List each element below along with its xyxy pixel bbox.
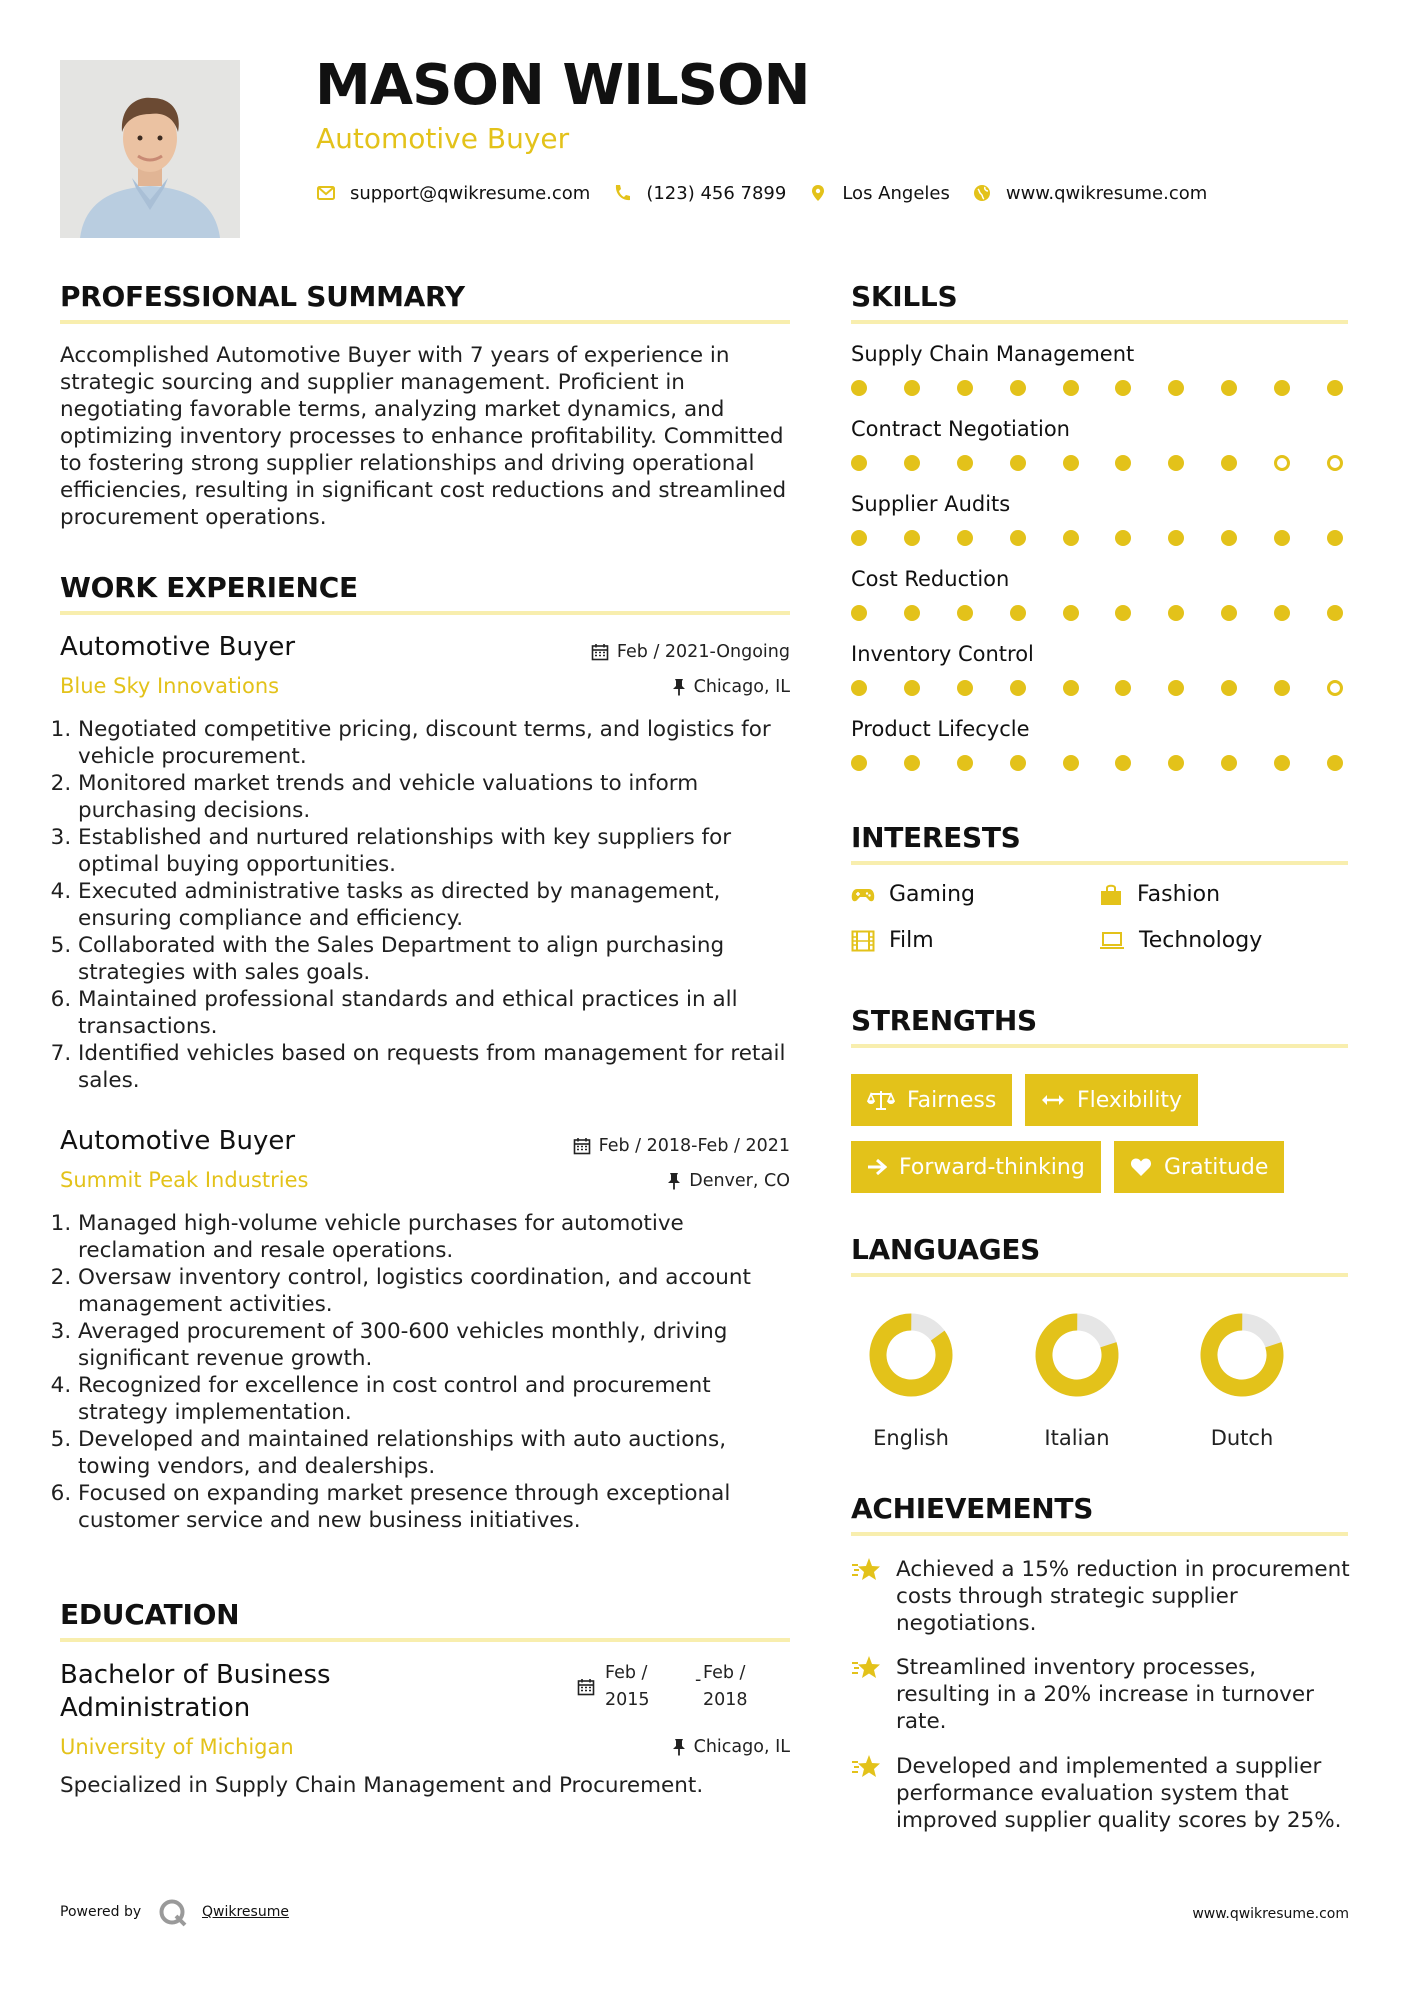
summary-title: PROFESSIONAL SUMMARY	[60, 280, 465, 313]
edu-location-text: Chicago, IL	[693, 1737, 790, 1757]
rating-dot-filled	[1274, 680, 1290, 696]
rating-dot-filled	[1221, 455, 1237, 471]
edu-description: Specialized in Supply Chain Management and Procurement.	[60, 1773, 704, 1798]
strength-tag	[1025, 1074, 1198, 1126]
rating-dot-filled	[851, 755, 867, 771]
rating-dot-filled	[957, 605, 973, 621]
candidate-name: MASON WILSON	[315, 53, 810, 118]
edu-location	[500, 1737, 790, 1757]
interests-title: INTERESTS	[851, 821, 1021, 854]
strength-tag	[1114, 1141, 1284, 1193]
education-divider	[60, 1638, 790, 1642]
edu-end-date	[703, 1660, 748, 1714]
interest-label: Gaming	[889, 882, 975, 907]
rating-dot-filled	[904, 755, 920, 771]
job-2-title: Automotive Buyer	[60, 1126, 296, 1156]
candidate-role: Automotive Buyer	[316, 122, 570, 155]
star-icon	[851, 1753, 883, 1781]
pushpin-icon	[667, 1172, 681, 1190]
skill-name: Product Lifecycle	[851, 717, 1030, 741]
skill-rating	[851, 530, 1343, 546]
contact-phone[interactable]	[612, 183, 786, 204]
email-text: support@qwikresume.com	[350, 182, 591, 204]
list-item: 5. Developed and maintained relationships with auto auctions, towing vendors, and dealerships.	[78, 1426, 798, 1480]
envelope-icon	[316, 183, 336, 203]
website-text: www.qwikresume.com	[1005, 182, 1208, 204]
rating-dot-filled	[1221, 755, 1237, 771]
rating-dot-filled	[1010, 530, 1026, 546]
profile-photo	[60, 60, 240, 238]
laptop-icon	[1099, 931, 1125, 951]
job-1-bullets	[60, 716, 798, 1094]
language-name: English	[873, 1426, 949, 1450]
rating-dot-filled	[1115, 530, 1131, 546]
summary-divider	[60, 320, 790, 324]
job-2-date-text: Feb / 2018-Feb / 2021	[598, 1136, 790, 1156]
job-2-location-text: Denver, CO	[689, 1171, 790, 1191]
job-2-bullets	[60, 1210, 798, 1534]
contact-website[interactable]	[972, 183, 1207, 204]
list-item: 2. Oversaw inventory control, logistics coordination, and account management activities.	[78, 1264, 798, 1318]
rating-dot-filled	[851, 680, 867, 696]
rating-dot-filled	[1274, 755, 1290, 771]
edu-end-line-1: Feb /	[703, 1663, 746, 1683]
rating-dot-filled	[1168, 530, 1184, 546]
rating-dot-filled	[1063, 530, 1079, 546]
job-1-date-text: Feb / 2021-Ongoing	[616, 642, 790, 662]
degree	[60, 1659, 460, 1725]
skills-divider	[851, 320, 1348, 324]
rating-dot-filled	[1221, 380, 1237, 396]
rating-dot-filled	[1010, 455, 1026, 471]
rating-dot-filled	[1115, 605, 1131, 621]
job-1-date	[500, 642, 790, 662]
rating-dot-filled	[1115, 680, 1131, 696]
rating-dot-filled	[1115, 380, 1131, 396]
qwikresume-link[interactable]: Qwikresume	[202, 1904, 289, 1920]
strength-tag	[851, 1074, 1012, 1126]
edu-end-line-2: 2018	[703, 1690, 748, 1710]
bag-icon	[1099, 884, 1123, 906]
rating-dot-filled	[1010, 380, 1026, 396]
skill-rating	[851, 380, 1343, 396]
degree-line-1: Bachelor of Business	[60, 1660, 331, 1690]
skills-title: SKILLS	[851, 280, 958, 313]
heart-icon	[1130, 1157, 1152, 1177]
rating-dot-empty	[1274, 455, 1290, 471]
phone-text: (123) 456 7899	[646, 182, 787, 204]
rating-dot-filled	[851, 530, 867, 546]
skill-row	[851, 342, 1348, 417]
contact-location	[808, 183, 950, 204]
rating-dot-filled	[1274, 380, 1290, 396]
edu-start-date	[605, 1660, 650, 1714]
job-1-location-text: Chicago, IL	[693, 677, 790, 697]
skill-rating	[851, 680, 1343, 696]
achievement-item: Developed and implemented a supplier performance evaluation system that improved supplier quality scores by 25%.	[896, 1754, 1342, 1833]
rating-dot-filled	[851, 605, 867, 621]
map-pin-icon	[808, 183, 828, 203]
rating-dot-filled	[1221, 605, 1237, 621]
achievement-item: Achieved a 15% reduction in procurement costs through strategic supplier negotiations.	[896, 1557, 1350, 1636]
rating-dot-filled	[904, 380, 920, 396]
skill-row	[851, 717, 1348, 792]
list-item: 1. Managed high-volume vehicle purchases for automotive reclamation and resale operations.	[78, 1210, 798, 1264]
skill-name: Inventory Control	[851, 642, 1034, 666]
job-2-location	[500, 1171, 790, 1191]
rating-dot-filled	[957, 755, 973, 771]
skill-name: Supply Chain Management	[851, 342, 1135, 366]
phone-icon	[612, 183, 632, 203]
rating-dot-filled	[851, 380, 867, 396]
rating-dot-filled	[1274, 605, 1290, 621]
interest-gaming	[851, 882, 975, 907]
edu-date-separator: -	[695, 1670, 702, 1690]
list-item: 6. Focused on expanding market presence through exceptional customer service and new business initiatives.	[78, 1480, 798, 1534]
list-item: 1. Negotiated competitive pricing, discount terms, and logistics for vehicle procurement.	[78, 716, 798, 770]
list-item: 4. Executed administrative tasks as directed by management, ensuring compliance and efficiency.	[78, 878, 798, 932]
skill-name: Supplier Audits	[851, 492, 1011, 516]
languages-title: LANGUAGES	[851, 1233, 1041, 1266]
rating-dot-filled	[957, 380, 973, 396]
pushpin-icon	[672, 678, 686, 696]
rating-dot-filled	[1168, 755, 1184, 771]
list-item: 5. Collaborated with the Sales Department to align purchasing strategies with sales goals.	[78, 932, 798, 986]
achievements-title: ACHIEVEMENTS	[851, 1492, 1094, 1525]
strengths-title: STRENGTHS	[851, 1004, 1037, 1037]
list-item: 2. Monitored market trends and vehicle valuations to inform purchasing decisions.	[78, 770, 798, 824]
strength-label: Flexibility	[1077, 1087, 1182, 1113]
skill-name: Cost Reduction	[851, 567, 1010, 591]
ring-fill	[865, 1309, 957, 1401]
rating-dot-filled	[1115, 755, 1131, 771]
job-2-date	[500, 1136, 790, 1156]
education-title: EDUCATION	[60, 1598, 240, 1631]
list-item: 3. Established and nurtured relationships with key suppliers for optimal buying opportunities.	[78, 824, 798, 878]
interest-fashion	[1099, 882, 1220, 907]
calendar-icon	[591, 643, 609, 661]
contact-email[interactable]	[316, 183, 590, 204]
calendar-icon	[577, 1678, 595, 1696]
list-item: 4. Recognized for excellence in cost control and procurement strategy implementation.	[78, 1372, 798, 1426]
rating-dot-empty	[1327, 455, 1343, 471]
rating-dot-filled	[957, 680, 973, 696]
job-1-location	[500, 677, 790, 697]
gamepad-icon	[851, 886, 875, 904]
language-name: Dutch	[1210, 1426, 1274, 1450]
achievement-item: Streamlined inventory processes, resulting in a 20% increase in turnover rate.	[896, 1655, 1314, 1734]
list-item: 7. Identified vehicles based on requests from management for retail sales.	[78, 1040, 798, 1094]
rating-dot-filled	[904, 605, 920, 621]
language-name: Italian	[1044, 1426, 1110, 1450]
arrows-horizontal-icon	[1041, 1093, 1065, 1107]
experience-divider	[60, 611, 790, 615]
school-name: University of Michigan	[60, 1735, 294, 1759]
skill-rating	[851, 455, 1343, 471]
rating-dot-filled	[1168, 455, 1184, 471]
rating-dot-filled	[1063, 680, 1079, 696]
powered-by-text: Powered by	[60, 1904, 142, 1920]
job-1-title: Automotive Buyer	[60, 632, 296, 662]
rating-dot-filled	[904, 455, 920, 471]
globe-icon	[972, 183, 992, 203]
languages-list	[851, 1300, 1348, 1450]
rating-dot-filled	[1063, 380, 1079, 396]
skill-row	[851, 567, 1348, 642]
interest-label: Technology	[1139, 928, 1263, 953]
rating-dot-filled	[957, 530, 973, 546]
rating-dot-filled	[1010, 755, 1026, 771]
strengths-divider	[851, 1044, 1348, 1048]
strength-label: Forward-thinking	[899, 1154, 1085, 1180]
job-1-company: Blue Sky Innovations	[60, 674, 280, 698]
language-item	[1017, 1300, 1137, 1450]
strength-label: Gratitude	[1164, 1154, 1269, 1180]
rating-dot-filled	[1063, 455, 1079, 471]
interests-divider	[851, 861, 1348, 865]
skill-name: Contract Negotiation	[851, 417, 1070, 441]
skills-list	[851, 342, 1348, 792]
strength-label: Fairness	[907, 1087, 997, 1113]
language-item	[1182, 1300, 1302, 1450]
language-item	[851, 1300, 971, 1450]
rating-dot-filled	[1010, 605, 1026, 621]
strength-tag	[851, 1141, 1101, 1193]
edu-start-line-2: 2015	[605, 1690, 650, 1710]
language-proficiency-ring	[851, 1300, 971, 1410]
rating-dot-filled	[1063, 605, 1079, 621]
scale-icon	[867, 1089, 895, 1111]
rating-dot-filled	[957, 455, 973, 471]
rating-dot-filled	[1168, 605, 1184, 621]
edu-start-line-1: Feb /	[605, 1663, 648, 1683]
rating-dot-filled	[1221, 680, 1237, 696]
rating-dot-filled	[1274, 530, 1290, 546]
summary-text: Accomplished Automotive Buyer with 7 years of experience in strategic sourcing and supplier management. Proficient in negotiating favorable terms, analyzing market dynamics, and optimizing inventory processes to enhance profitability. Committed to fostering strong supplier relationships and driving operational efficiencies, resulting in significant cost reductions and streamlined procurement operations.	[60, 343, 787, 530]
interest-technology	[1099, 928, 1262, 953]
list-item: 3. Averaged procurement of 300-600 vehicles monthly, driving significant revenue growth.	[78, 1318, 798, 1372]
rating-dot-filled	[1010, 680, 1026, 696]
rating-dot-filled	[1221, 530, 1237, 546]
skill-row	[851, 417, 1348, 492]
achievements-divider	[851, 1532, 1348, 1536]
rating-dot-empty	[1327, 680, 1343, 696]
interest-film	[851, 928, 934, 953]
experience-title: WORK EXPERIENCE	[60, 571, 358, 604]
skill-row	[851, 642, 1348, 717]
interest-label: Film	[889, 928, 934, 953]
job-2-company: Summit Peak Industries	[60, 1168, 309, 1192]
film-icon	[851, 930, 875, 952]
rating-dot-filled	[1327, 605, 1343, 621]
rating-dot-filled	[1327, 380, 1343, 396]
location-text: Los Angeles	[842, 182, 950, 204]
star-icon	[851, 1556, 883, 1584]
interest-label: Fashion	[1137, 882, 1221, 907]
arrow-right-icon	[867, 1158, 887, 1176]
footer-website[interactable]: www.qwikresume.com	[1192, 1906, 1349, 1922]
list-item: 6. Maintained professional standards and ethical practices in all transactions.	[78, 986, 798, 1040]
skill-row	[851, 492, 1348, 567]
skill-rating	[851, 755, 1343, 771]
language-proficiency-ring	[1017, 1300, 1137, 1410]
rating-dot-filled	[1327, 755, 1343, 771]
rating-dot-filled	[904, 530, 920, 546]
rating-dot-filled	[1168, 680, 1184, 696]
rating-dot-filled	[851, 455, 867, 471]
languages-divider	[851, 1273, 1348, 1277]
star-icon	[851, 1654, 883, 1682]
language-proficiency-ring	[1182, 1300, 1302, 1410]
qwikresume-logo-icon	[158, 1898, 188, 1928]
rating-dot-filled	[1115, 455, 1131, 471]
rating-dot-filled	[1168, 380, 1184, 396]
calendar-icon	[573, 1137, 591, 1155]
rating-dot-filled	[1063, 755, 1079, 771]
rating-dot-filled	[904, 680, 920, 696]
degree-line-2: Administration	[60, 1693, 251, 1723]
rating-dot-filled	[1327, 530, 1343, 546]
pushpin-icon	[672, 1738, 686, 1756]
contact-bar	[316, 178, 1229, 208]
skill-rating	[851, 605, 1343, 621]
